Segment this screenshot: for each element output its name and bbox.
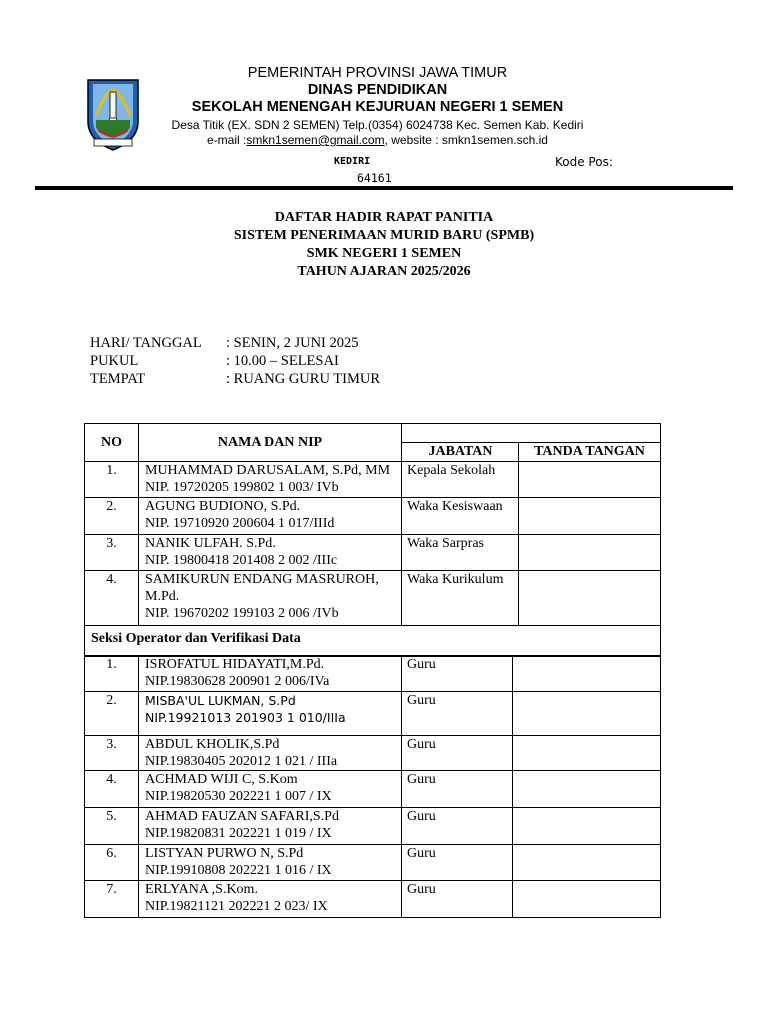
website-text: , website : smkn1semen.sch.id	[384, 133, 548, 147]
table-row	[85, 462, 661, 498]
row-nip: NIP.19820831 202221 1 019 / IX	[145, 826, 332, 841]
row-name: NANIK ULFAH. S.Pd.	[145, 536, 276, 551]
document-school: SMK NEGERI 1 SEMEN	[306, 246, 462, 261]
info-place-label: TEMPAT	[90, 371, 146, 387]
row-position: Guru	[402, 692, 513, 736]
row-position: Guru	[402, 845, 513, 881]
col-no-header: NO	[85, 424, 139, 462]
section-row	[85, 626, 661, 657]
row-name-nip	[139, 692, 402, 736]
row-signature-cell[interactable]	[519, 498, 661, 535]
row-name: AGUNG BUDIONO, S.Pd.	[145, 499, 301, 514]
row-position: Guru	[402, 736, 513, 771]
row-nip: NIP.19910808 202221 1 016 / IX	[145, 863, 332, 878]
row-position: Guru	[402, 656, 513, 692]
row-signature-cell[interactable]	[513, 656, 661, 692]
table-row	[85, 881, 661, 918]
row-position: Guru	[402, 881, 513, 918]
row-position: Kepala Sekolah	[402, 462, 519, 498]
row-nip: NIP. 19710920 200604 1 017/IIId	[145, 516, 335, 531]
letterhead-school-name: SEKOLAH MENENGAH KEJURUAN NEGERI 1 SEMEN	[191, 99, 564, 115]
section-attendance-table	[84, 655, 661, 918]
header-blank	[402, 424, 661, 443]
row-nip: NIP.19821121 202221 2 023/ IX	[145, 899, 328, 914]
col-signature-header: TANDA TANGAN	[519, 443, 661, 462]
row-position: Waka Kurikulum	[402, 571, 519, 626]
row-no: 7.	[85, 881, 139, 918]
postal-code: 64161	[357, 171, 392, 185]
row-position: Waka Kesiswaan	[402, 498, 519, 535]
document-academic-year: TAHUN AJARAN 2025/2026	[297, 264, 471, 279]
row-name: MISBA'UL LUKMAN, S.Pd	[145, 693, 296, 708]
row-no: 2.	[85, 498, 139, 535]
letterhead-department: DINAS PENDIDIKAN	[307, 82, 448, 98]
col-position-header: JABATAN	[402, 443, 519, 462]
row-signature-cell[interactable]	[513, 771, 661, 808]
row-name-nip	[139, 571, 402, 626]
row-no: 5.	[85, 808, 139, 845]
info-place-value: : RUANG GURU TIMUR	[226, 371, 381, 387]
row-no: 4.	[85, 571, 139, 626]
section-title: Seksi Operator dan Verifikasi Data	[85, 626, 661, 657]
attendance-table	[84, 423, 661, 657]
document-title: DAFTAR HADIR RAPAT PANITIA	[274, 210, 494, 225]
row-signature-cell[interactable]	[519, 571, 661, 626]
row-name: ISROFATUL HIDAYATI,M.Pd.	[145, 657, 325, 672]
letterhead-contact	[150, 133, 605, 147]
row-name: SAMIKURUN ENDANG MASRUROH, M.Pd.	[145, 572, 379, 604]
row-position: Waka Sarpras	[402, 535, 519, 571]
row-name-nip	[139, 881, 402, 918]
row-nip: NIP.19820530 202221 1 007 / IX	[145, 789, 332, 804]
info-time-label: PUKUL	[90, 353, 139, 369]
row-no: 4.	[85, 771, 139, 808]
info-time-value: : 10.00 – SELESAI	[226, 353, 339, 369]
row-no: 2.	[85, 692, 139, 736]
row-no: 3.	[85, 535, 139, 571]
row-no: 1.	[85, 656, 139, 692]
table-row	[85, 771, 661, 808]
row-name-nip	[139, 845, 402, 881]
postal-code-label: Kode Pos:	[555, 155, 613, 169]
table-row	[85, 498, 661, 535]
row-position: Guru	[402, 808, 513, 845]
table-row	[85, 808, 661, 845]
row-name-nip	[139, 736, 402, 771]
email-label: e-mail :	[207, 133, 247, 147]
info-day-value: : SENIN, 2 JUNI 2025	[226, 335, 359, 351]
row-no: 1.	[85, 462, 139, 498]
table-row	[85, 571, 661, 626]
row-nip: NIP. 19670202 199103 2 006 /IVb	[145, 606, 339, 621]
row-name: LISTYAN PURWO N, S.Pd	[145, 846, 304, 861]
table-row	[85, 535, 661, 571]
row-signature-cell[interactable]	[513, 881, 661, 918]
row-name: ERLYANA ,S.Kom.	[145, 882, 258, 897]
row-nip: NIP. 19720205 199802 1 003/ IVb	[145, 480, 339, 495]
row-name: ABDUL KHOLIK,S.Pd	[145, 737, 280, 752]
row-signature-cell[interactable]	[513, 845, 661, 881]
row-no: 3.	[85, 736, 139, 771]
letterhead-divider	[35, 186, 733, 190]
letterhead-city: KEDIRI	[334, 156, 371, 167]
info-day-label: HARI/ TANGGAL	[90, 335, 202, 351]
row-name-nip	[139, 462, 402, 498]
row-name-nip	[139, 656, 402, 692]
email-link[interactable]: smkn1semen@gmail.com	[246, 133, 385, 147]
row-nip: NIP.19830405 202012 1 021 / IIIa	[145, 754, 338, 769]
east-java-emblem-logo	[84, 76, 142, 152]
row-signature-cell[interactable]	[519, 535, 661, 571]
letterhead-government: PEMERINTAH PROVINSI JAWA TIMUR	[247, 65, 508, 81]
letterhead-address: Desa Titik (EX. SDN 2 SEMEN) Telp.(0354) 6024738 Kec. Semen Kab. Kediri	[171, 118, 584, 132]
table-row	[85, 845, 661, 881]
row-signature-cell[interactable]	[519, 462, 661, 498]
row-nip: NIP. 19800418 201408 2 002 /IIIc	[145, 553, 338, 568]
row-no: 6.	[85, 845, 139, 881]
row-nip: NIP.19921013 201903 1 010/IIIa	[145, 710, 346, 725]
row-signature-cell[interactable]	[513, 736, 661, 771]
row-position: Guru	[402, 771, 513, 808]
row-name: ACHMAD WIJI C, S.Kom	[145, 772, 298, 787]
document-subtitle: SISTEM PENERIMAAN MURID BARU (SPMB)	[233, 228, 535, 243]
table-row	[85, 656, 661, 692]
row-name-nip	[139, 498, 402, 535]
row-name: AHMAD FAUZAN SAFARI,S.Pd	[145, 809, 339, 824]
table-row	[85, 736, 661, 771]
row-name-nip	[139, 771, 402, 808]
row-signature-cell[interactable]	[513, 692, 661, 736]
row-name: MUHAMMAD DARUSALAM, S.Pd, MM	[145, 463, 391, 478]
row-name-nip	[139, 535, 402, 571]
table-row	[85, 692, 661, 736]
row-name-nip	[139, 808, 402, 845]
row-signature-cell[interactable]	[513, 808, 661, 845]
col-name-header: NAMA DAN NIP	[139, 424, 402, 462]
row-nip: NIP.19830628 200901 2 006/IVa	[145, 674, 330, 689]
